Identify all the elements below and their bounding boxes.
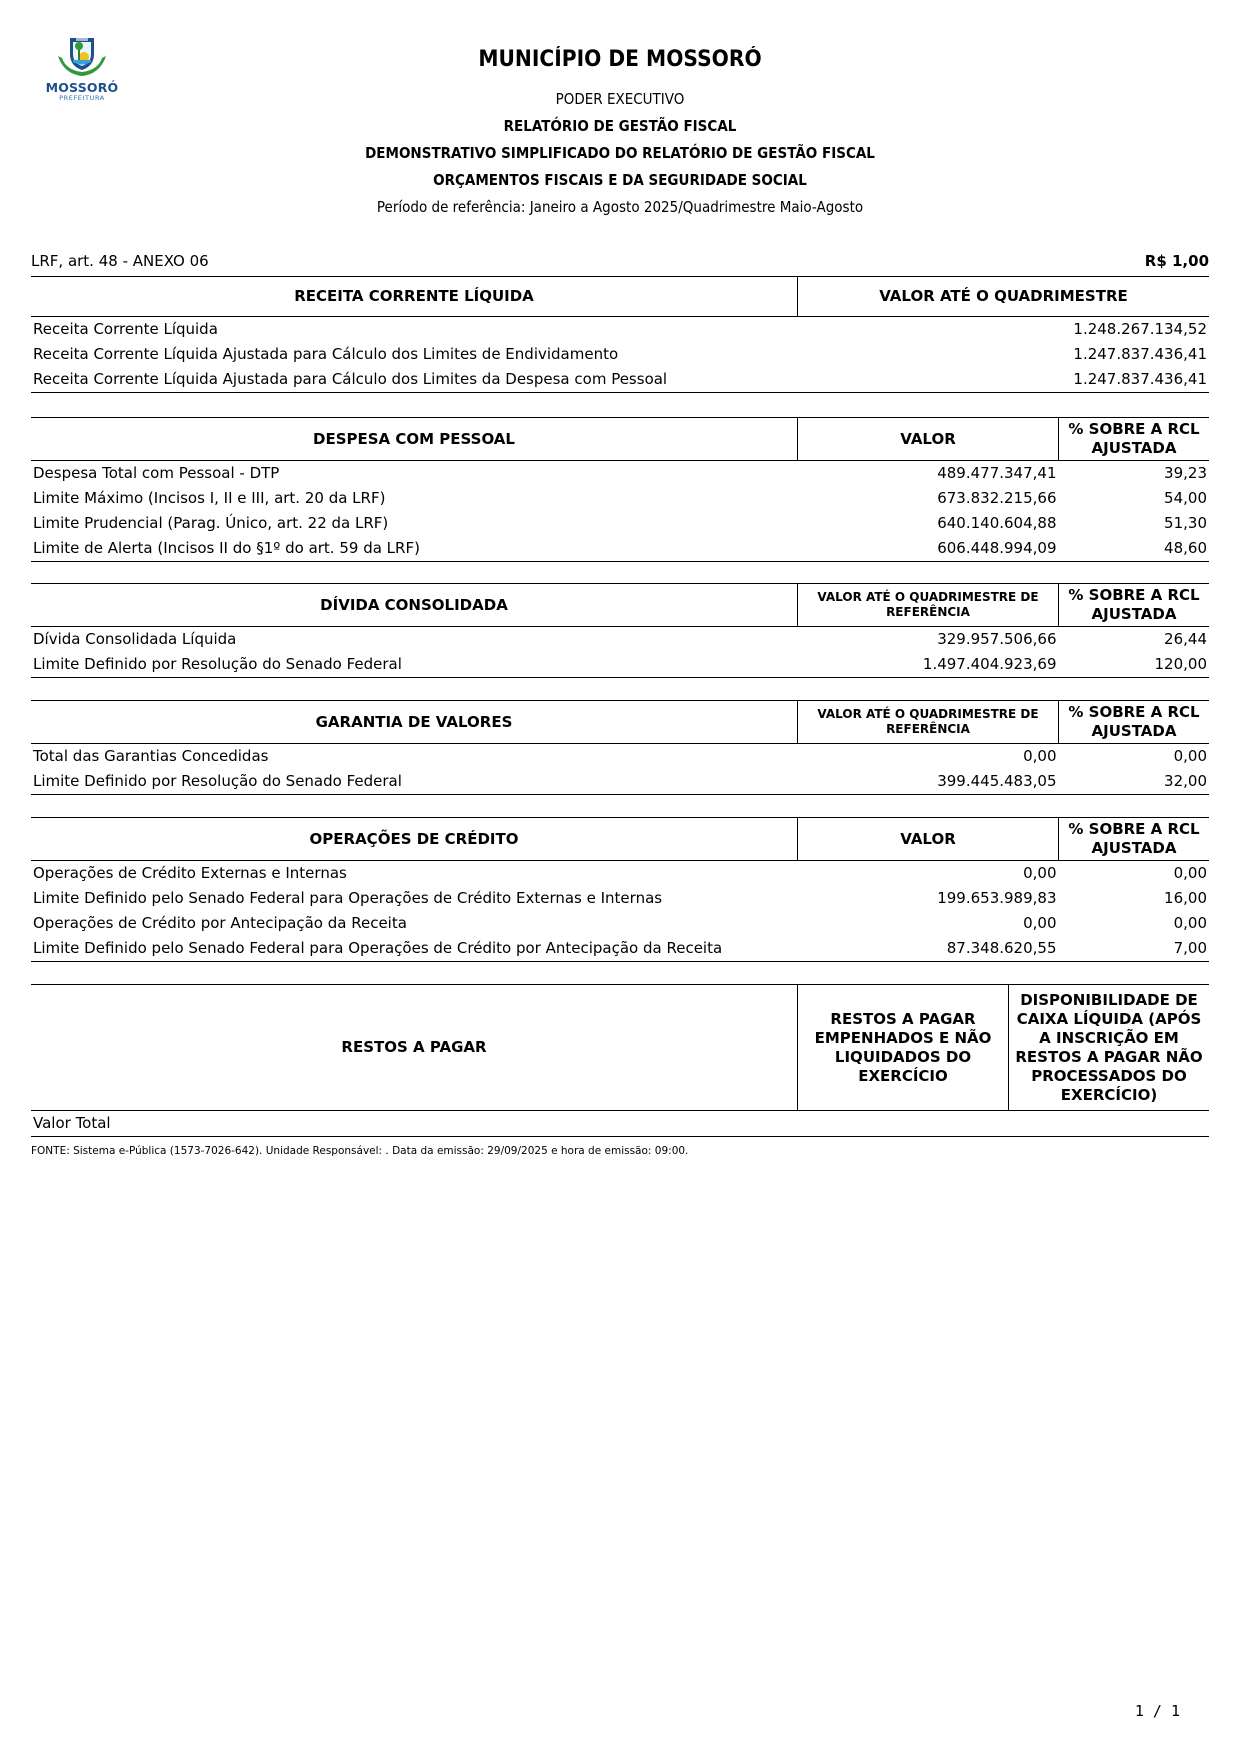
- row-pct: 48,60: [1164, 539, 1207, 557]
- row-value: 673.832.215,66: [937, 489, 1057, 507]
- header-branch: PODER EXECUTIVO: [555, 90, 685, 108]
- row-pct: 120,00: [1154, 655, 1207, 673]
- row-pct: 39,23: [1164, 464, 1207, 482]
- logo-name: MOSSORÓ: [45, 80, 119, 95]
- row-pct: 16,00: [1164, 889, 1207, 907]
- row-cash: [1009, 1111, 1210, 1137]
- page-title: MUNICÍPIO DE MOSSORÓ: [478, 47, 762, 72]
- table-row: [31, 652, 1209, 678]
- row-value: 87.348.620,55: [946, 939, 1057, 957]
- row-label: Limite Definido pelo Senado Federal para Operações de Crédito Externas e Internas: [33, 889, 663, 907]
- row-pct: 0,00: [1173, 864, 1207, 882]
- table-row: [31, 936, 1209, 962]
- header-demonstrative: DEMONSTRATIVO SIMPLIFICADO DO RELATÓRIO DE GESTÃO FISCAL: [365, 144, 875, 162]
- personnel-header-desc: DESPESA COM PESSOAL: [313, 429, 515, 448]
- rcl-header-desc: RECEITA CORRENTE LÍQUIDA: [294, 287, 534, 305]
- row-value: 1.247.837.436,41: [1073, 345, 1207, 363]
- row-label: Valor Total: [33, 1114, 111, 1132]
- table-row: [31, 342, 1209, 367]
- table-row: [31, 367, 1209, 393]
- annex-reference: LRF, art. 48 - ANEXO 06: [31, 252, 209, 270]
- personnel-header-pct: % SOBRE A RCL AJUSTADA: [1059, 418, 1210, 461]
- header-period: Período de referência: Janeiro a Agosto 2025/Quadrimestre Maio-Agosto: [376, 198, 864, 216]
- table-row: [31, 317, 1209, 343]
- row-pct: 54,00: [1164, 489, 1207, 507]
- row-label: Despesa Total com Pessoal - DTP: [33, 464, 280, 482]
- row-value: 1.247.837.436,41: [1073, 370, 1207, 388]
- guarantees-header-desc: GARANTIA DE VALORES: [315, 712, 513, 731]
- row-label: Receita Corrente Líquida Ajustada para Cálculo dos Limites de Endividamento: [33, 345, 619, 363]
- currency-unit: R$ 1,00: [1144, 252, 1209, 270]
- debt-header-pct: % SOBRE A RCL AJUSTADA: [1059, 584, 1210, 627]
- table-row: [31, 744, 1209, 770]
- row-label: Limite Máximo (Incisos I, II e III, art. 20 da LRF): [33, 489, 386, 507]
- credit-header-desc: OPERAÇÕES DE CRÉDITO: [309, 829, 519, 848]
- table-row: [31, 911, 1209, 936]
- row-value: 1.248.267.134,52: [1073, 320, 1207, 338]
- row-value: 640.140.604,88: [937, 514, 1057, 532]
- page-number: 1 / 1: [1134, 1702, 1180, 1720]
- credit-header-value: VALOR: [798, 818, 1059, 861]
- debt-header-desc: DÍVIDA CONSOLIDADA: [320, 595, 508, 614]
- table-row: [31, 1111, 1209, 1137]
- payables-header-cash: DISPONIBILIDADE DE CAIXA LÍQUIDA (APÓS A INSCRIÇÃO EM RESTOS A PAGAR NÃO PROCESSADOS DO EXERCÍCIO): [1009, 985, 1210, 1111]
- row-label: Limite de Alerta (Incisos II do §1º do art. 59 da LRF): [33, 539, 420, 557]
- report-header: [0, 40, 1240, 221]
- guarantees-table: [31, 700, 1209, 795]
- table-row: [31, 511, 1209, 536]
- row-label: Limite Definido por Resolução do Senado Federal: [33, 655, 402, 673]
- header-report-name: RELATÓRIO DE GESTÃO FISCAL: [503, 117, 737, 135]
- payables-header-desc: RESTOS A PAGAR: [341, 1038, 487, 1056]
- row-pct: 51,30: [1164, 514, 1207, 532]
- guarantees-header-pct: % SOBRE A RCL AJUSTADA: [1059, 701, 1210, 744]
- row-pct: 26,44: [1164, 630, 1207, 648]
- table-row: [31, 627, 1209, 653]
- table-row: [31, 486, 1209, 511]
- credit-header-pct: % SOBRE A RCL AJUSTADA: [1059, 818, 1210, 861]
- row-value: 0,00: [1023, 914, 1057, 932]
- debt-header-value: VALOR ATÉ O QUADRIMESTRE DE REFERÊNCIA: [798, 584, 1059, 627]
- rcl-table: [31, 276, 1209, 393]
- table-row: [31, 769, 1209, 795]
- personnel-expense-table: [31, 417, 1209, 562]
- header-budgets: ORÇAMENTOS FISCAIS E DA SEGURIDADE SOCIAL: [433, 171, 807, 189]
- personnel-header-value: VALOR: [798, 418, 1059, 461]
- source-note: FONTE: Sistema e-Pública (1573-7026-642). Unidade Responsável: . Data da emissão: 29/09/2025 e hora de emissão: 09:00.: [31, 1145, 689, 1157]
- row-pct: 32,00: [1164, 772, 1207, 790]
- row-label: Limite Definido pelo Senado Federal para Operações de Crédito por Antecipação da Receita: [33, 939, 723, 957]
- row-value: [798, 1111, 1009, 1137]
- credit-operations-table: [31, 817, 1209, 962]
- rcl-header-value: VALOR ATÉ O QUADRIMESTRE: [798, 277, 1210, 317]
- row-value: 489.477.347,41: [937, 464, 1057, 482]
- row-pct: 0,00: [1173, 914, 1207, 932]
- row-value: 199.653.989,83: [937, 889, 1057, 907]
- logo-subtitle: PREFEITURA: [59, 94, 105, 102]
- row-label: Dívida Consolidada Líquida: [33, 630, 237, 648]
- row-value: 1.497.404.923,69: [922, 655, 1057, 673]
- table-row: [31, 536, 1209, 562]
- row-value: 0,00: [1023, 747, 1057, 765]
- row-label: Limite Prudencial (Parag. Único, art. 22 da LRF): [33, 514, 389, 532]
- row-value: 399.445.483,05: [937, 772, 1057, 790]
- table-row: [31, 861, 1209, 887]
- row-value: 606.448.994,09: [937, 539, 1057, 557]
- table-row: [31, 461, 1209, 487]
- row-label: Receita Corrente Líquida: [33, 320, 218, 338]
- table-row: [31, 886, 1209, 911]
- row-value: 329.957.506,66: [937, 630, 1057, 648]
- row-value: 0,00: [1023, 864, 1057, 882]
- row-label: Receita Corrente Líquida Ajustada para Cálculo dos Limites da Despesa com Pessoal: [33, 370, 668, 388]
- meta-row: [31, 252, 1209, 270]
- payables-table: [31, 984, 1209, 1137]
- guarantees-header-value: VALOR ATÉ O QUADRIMESTRE DE REFERÊNCIA: [798, 701, 1059, 744]
- row-label: Operações de Crédito por Antecipação da Receita: [33, 914, 407, 932]
- row-label: Limite Definido por Resolução do Senado Federal: [33, 772, 402, 790]
- payables-header-committed: RESTOS A PAGAR EMPENHADOS E NÃO LIQUIDADOS DO EXERCÍCIO: [798, 985, 1009, 1111]
- consolidated-debt-table: [31, 583, 1209, 678]
- row-label: Operações de Crédito Externas e Internas: [33, 864, 347, 882]
- row-pct: 7,00: [1173, 939, 1207, 957]
- row-pct: 0,00: [1173, 747, 1207, 765]
- row-label: Total das Garantias Concedidas: [33, 747, 269, 765]
